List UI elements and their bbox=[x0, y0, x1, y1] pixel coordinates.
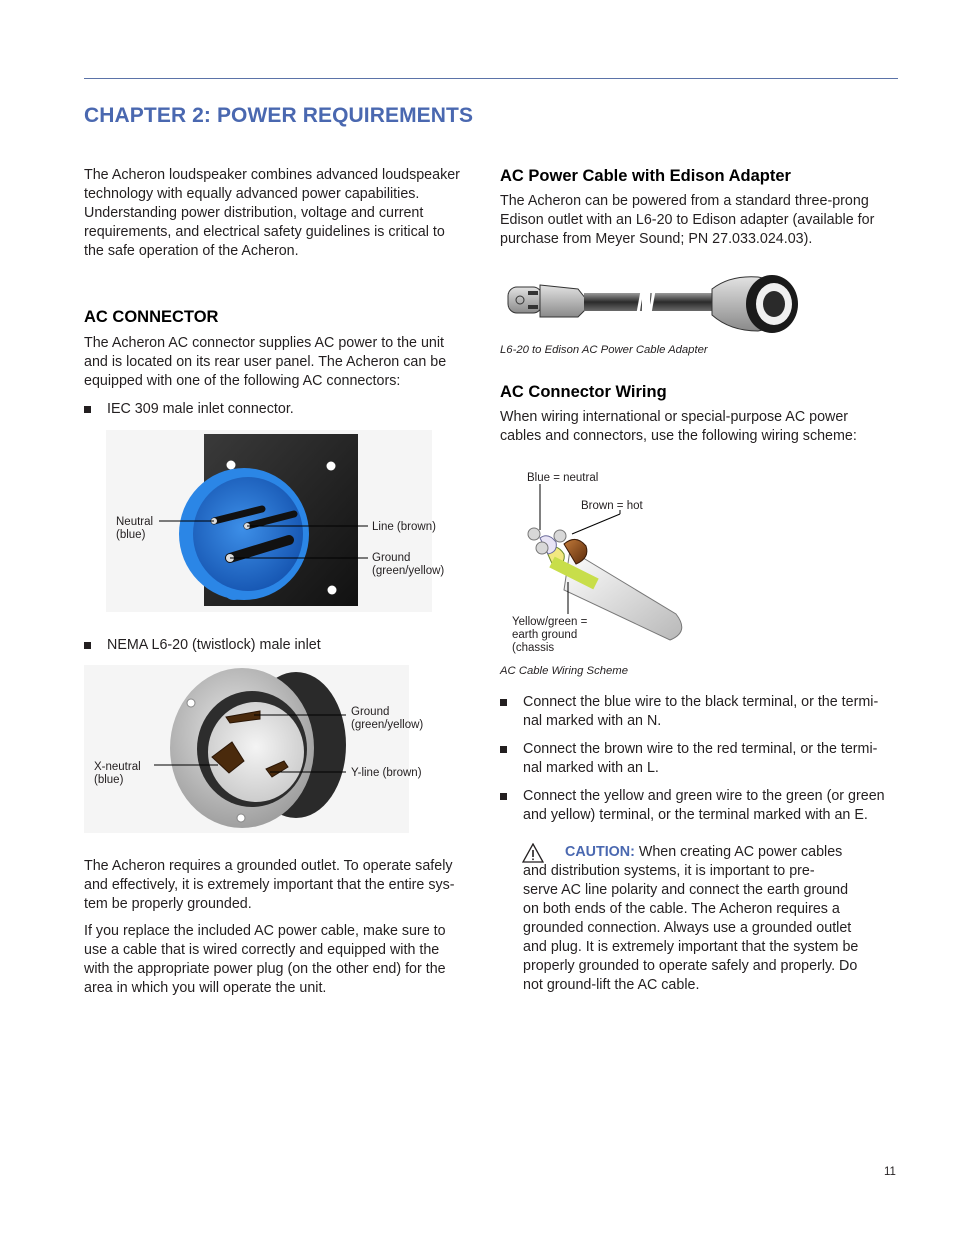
neutral-label: (blue) bbox=[116, 529, 146, 541]
text-line: the safe operation of the Acheron. bbox=[84, 243, 299, 259]
text-line: Understanding power distribution, voltage and current bbox=[84, 205, 424, 221]
earth-ground-label: Yellow/green = bbox=[512, 616, 588, 628]
screw-hole bbox=[187, 699, 195, 707]
screw-hole bbox=[227, 461, 236, 470]
text-line: serve AC line polarity and connect the earth ground bbox=[523, 882, 849, 898]
ac-cable-wiring-figure bbox=[500, 464, 900, 660]
left-column bbox=[84, 166, 480, 998]
text-line: requirements, and electrical safety guidelines is critical to bbox=[84, 224, 445, 240]
text-line: and is located on its rear user panel. The Acheron can be bbox=[84, 354, 447, 370]
bullet-square-icon bbox=[84, 642, 91, 649]
screw-hole bbox=[237, 814, 245, 822]
l6-20-socket-core bbox=[763, 291, 785, 317]
text-line: and distribution systems, it is important to pre- bbox=[523, 863, 815, 879]
text-line: The Acheron AC connector supplies AC power to the unit bbox=[84, 335, 445, 351]
ac-connector-body bbox=[84, 334, 480, 391]
wiring-body bbox=[500, 408, 900, 446]
text-line: and effectively, it is extremely important that the entire sys- bbox=[84, 877, 455, 893]
text-line: equipped with one of the following AC connectors: bbox=[84, 373, 401, 389]
text-line: Connect the brown wire to the red terminal, or the termi- bbox=[523, 741, 878, 757]
y-line-label: Y-line (brown) bbox=[351, 767, 422, 779]
text-line: use a cable that is wired correctly and equipped with the bbox=[84, 942, 440, 958]
screw-hole bbox=[328, 586, 337, 595]
text-line: nal marked with an L. bbox=[523, 760, 659, 776]
text-line: grounded connection. Always use a grounded outlet bbox=[523, 920, 852, 936]
ground-label: Ground bbox=[372, 552, 411, 564]
neutral-label: Neutral bbox=[116, 516, 154, 528]
ground-label: Ground bbox=[351, 706, 390, 718]
wiring-bullet-blue bbox=[500, 693, 900, 731]
screw-hole bbox=[327, 462, 336, 471]
ac-connector-heading: AC CONNECTOR bbox=[84, 308, 219, 326]
text-line: When wiring international or special-purpose AC power bbox=[500, 409, 849, 425]
connector-key bbox=[226, 590, 242, 600]
cable-segment bbox=[650, 293, 714, 311]
page-number: 11 bbox=[884, 1166, 896, 1178]
iec-309-connector-figure bbox=[84, 430, 480, 616]
text-line: not ground-lift the AC cable. bbox=[523, 977, 700, 993]
bullet-square-icon bbox=[500, 746, 507, 753]
x-neutral-label: X-neutral bbox=[94, 761, 141, 773]
ground-label: (green/yellow) bbox=[351, 719, 424, 731]
callout-line bbox=[572, 514, 620, 534]
text-line: Connect the yellow and green wire to the green (or green bbox=[523, 788, 885, 804]
text-line: purchase from Meyer Sound; PN 27.033.024.03). bbox=[500, 231, 813, 247]
caution-text: When creating AC power cables bbox=[634, 844, 843, 860]
plug-blade bbox=[528, 291, 538, 295]
edison-caption: L6-20 to Edison AC Power Cable Adapter bbox=[500, 344, 708, 356]
line-label: Line (brown) bbox=[372, 521, 436, 533]
bullet-square-icon bbox=[500, 699, 507, 706]
blue-neutral-label: Blue = neutral bbox=[527, 472, 599, 484]
caution-note bbox=[500, 843, 900, 995]
earth-wire-conductor bbox=[536, 542, 548, 554]
brown-hot-label: Brown = hot bbox=[581, 500, 643, 512]
text-line: The Acheron can be powered from a standard three-prong bbox=[500, 193, 869, 209]
text-line: area in which you will operate the unit. bbox=[84, 980, 327, 996]
text-line: on both ends of the cable. The Acheron requires a bbox=[523, 901, 840, 917]
wiring-caption: AC Cable Wiring Scheme bbox=[500, 665, 628, 677]
bullet-text: NEMA L6-20 (twistlock) male inlet bbox=[107, 637, 321, 653]
wiring-bullet-brown bbox=[500, 740, 900, 778]
intro-paragraph bbox=[84, 166, 480, 261]
nema-l6-20-inlet-figure bbox=[84, 665, 480, 835]
connector-face bbox=[193, 477, 303, 591]
text-line: tem be properly grounded. bbox=[84, 896, 252, 912]
text-line: The Acheron requires a grounded outlet. To operate safely bbox=[84, 858, 453, 874]
ground-label: (green/yellow) bbox=[372, 565, 445, 577]
right-column bbox=[500, 166, 900, 995]
bullet-iec bbox=[84, 400, 480, 419]
earth-ground-label: (chassis bbox=[512, 642, 555, 654]
cable-segment bbox=[584, 293, 642, 311]
text-line: nal marked with an N. bbox=[523, 713, 662, 729]
bullet-nema bbox=[84, 636, 480, 655]
warning-triangle-icon bbox=[522, 843, 544, 863]
edison-body bbox=[500, 192, 900, 249]
edison-plug-face bbox=[508, 287, 542, 313]
text-line: and plug. It is extremely important that the system be bbox=[523, 939, 859, 955]
grounded-paragraph bbox=[84, 857, 480, 914]
edison-adapter-figure bbox=[500, 267, 900, 339]
text-line: The Acheron loudspeaker combines advanced loudspeaker bbox=[84, 167, 460, 183]
header-rule bbox=[84, 78, 898, 79]
chapter-title: CHAPTER 2: POWER REQUIREMENTS bbox=[84, 104, 474, 127]
plug-blade bbox=[528, 305, 538, 309]
text-line: Edison outlet with an L6-20 to Edison adapter (available for bbox=[500, 212, 875, 228]
caution-first-line bbox=[523, 843, 900, 862]
edison-plug-body bbox=[540, 285, 586, 317]
bullet-text: IEC 309 male inlet connector. bbox=[107, 401, 294, 417]
text-line: Connect the blue wire to the black terminal, or the termi- bbox=[523, 694, 879, 710]
text-line: properly grounded to operate safely and properly. Do bbox=[523, 958, 858, 974]
caution-label: CAUTION: bbox=[565, 844, 635, 860]
text-line: cables and connectors, use the following wiring scheme: bbox=[500, 428, 857, 444]
bullet-square-icon bbox=[84, 406, 91, 413]
text-line: with the appropriate power plug (on the other end) for the bbox=[84, 961, 446, 977]
text-line: and yellow) terminal, or the terminal marked with an E. bbox=[523, 807, 868, 823]
bullet-square-icon bbox=[500, 793, 507, 800]
text-line: technology with equally advanced power capabilities. bbox=[84, 186, 420, 202]
text-line: If you replace the included AC power cable, make sure to bbox=[84, 923, 446, 939]
earth-ground-label: earth ground bbox=[512, 629, 578, 641]
brown-wire-conductor bbox=[554, 530, 566, 542]
wiring-heading: AC Connector Wiring bbox=[500, 383, 667, 401]
replace-cable-paragraph bbox=[84, 922, 480, 998]
x-neutral-label: (blue) bbox=[94, 774, 124, 786]
blue-wire-conductor bbox=[528, 528, 540, 540]
edison-heading: AC Power Cable with Edison Adapter bbox=[500, 167, 791, 185]
wiring-bullet-earth bbox=[500, 787, 900, 825]
